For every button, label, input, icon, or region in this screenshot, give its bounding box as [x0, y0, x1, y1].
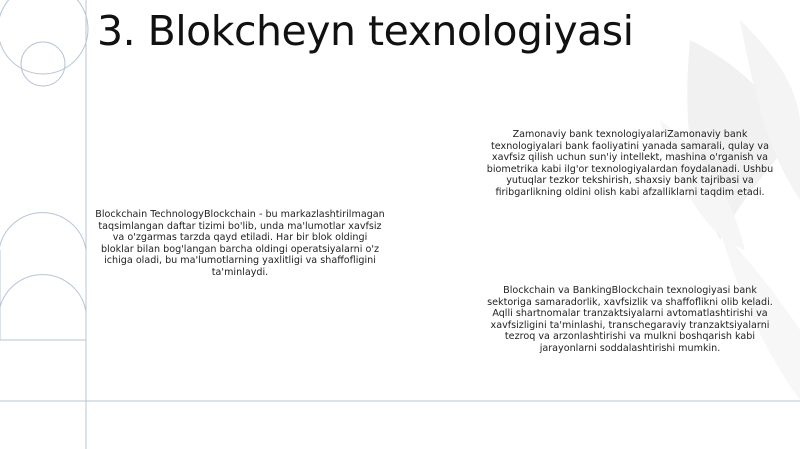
mid-arc-upper — [0, 213, 86, 250]
mid-arc-lower — [0, 275, 86, 312]
blockchain-technology-text: Blockchain TechnologyBlockchain - bu markazlashtirilmagan taqsimlangan daftar tizimi bo'lib, unda ma'lumotlar xavfsiz va o'zgarmas tarzda qayd etiladi. Har bir blok oldingi bloklar bilan bog'langan barcha oldingi operatsiyalarni o'z ichiga oladi, bu ma'lumotlarning yaxlitligi va shaffofligini ta'minlaydi. — [95, 209, 385, 278]
slide-title: 3. Blokcheyn texnologiyasi — [97, 7, 634, 55]
top-circle-large — [0, 0, 88, 74]
blockchain-and-banking-text: Blockchain va BankingBlockchain texnologiyasi bank sektoriga samaradorlik, xavfsizlik va shaffoflikni olib keladi. Aqlli shartnomalar tranzaktsiyalarni avtomatlashtirishi va xavfsizligini ta'minlashi, transchegaraviy tranzaktsiyalarni tezroq va arzonlashtirishi va mulkni boshqarish kabi jarayonlarni soddalashtirishi mumkin. — [487, 285, 773, 354]
modern-banking-tech-text: Zamonaviy bank texnologiyalariZamonaviy bank texnologiyalari bank faoliyatini yanada samarali, qulay va xavfsiz qilish uchun sun'iy intellekt, mashina o'rganish va biometrika kabi ilg'or texnologiyalardan foydalanadi. Ushbu yutuqlar tezkor tekshirish, shaxsiy bank tajribasi va firibgarlikning oldini olish kabi afzalliklarni taqdim etadi. — [486, 129, 774, 198]
top-circle-small — [21, 42, 65, 86]
